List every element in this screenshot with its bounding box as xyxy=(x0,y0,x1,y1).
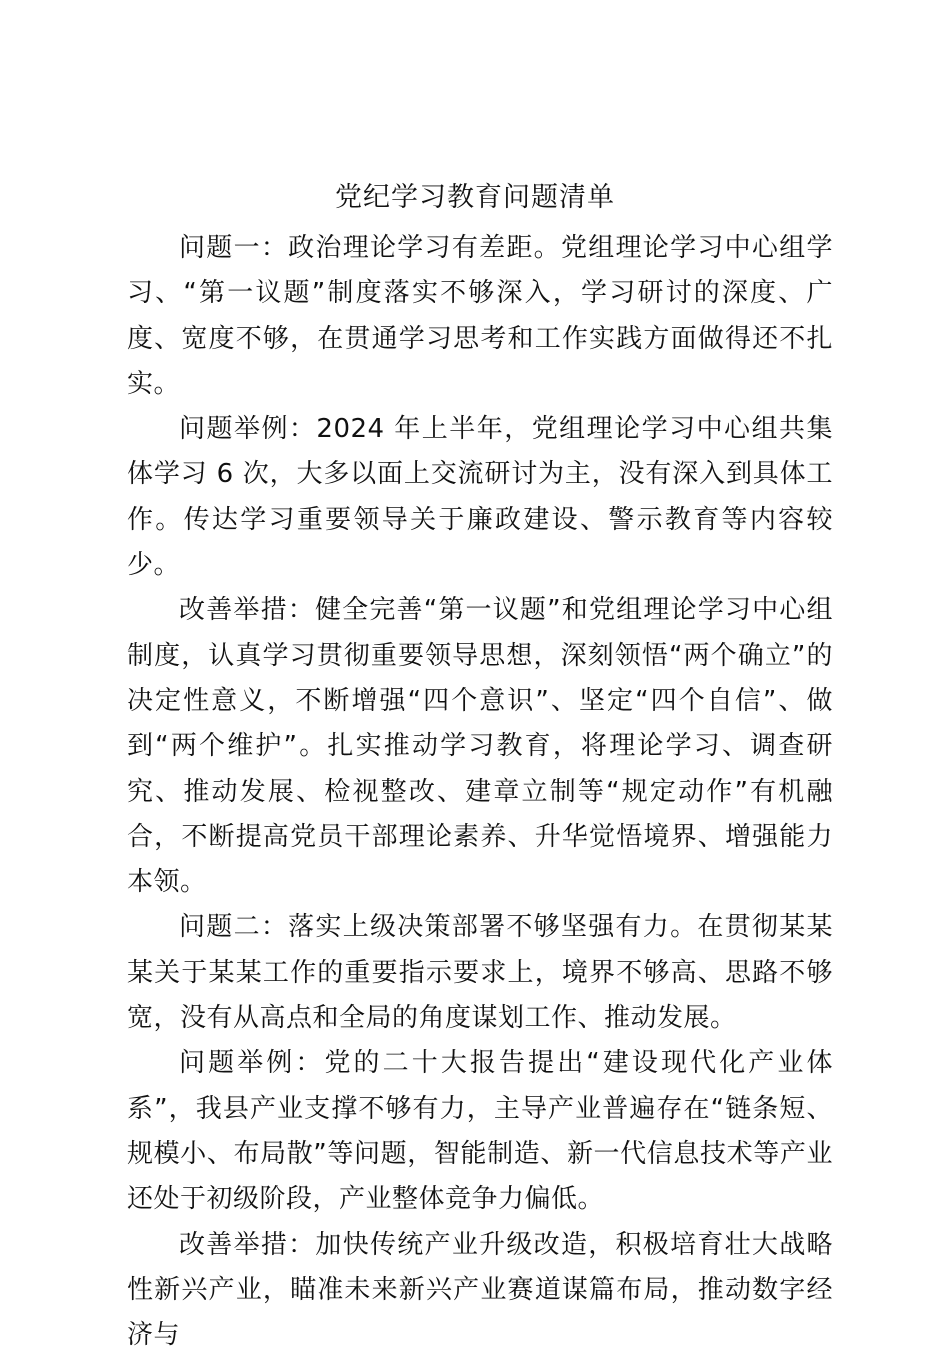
document-title: 党纪学习教育问题清单 xyxy=(335,182,615,213)
paragraph-example-2: 问题举例：党的二十大报告提出“建设现代化产业体系”，我县产业支撑不够有力，主导产业普遍存在“链条短、规模小、布局散”等问题，智能制造、新一代信息技术等产业还处于初级阶段，产业整体竞争力偏低。 xyxy=(127,1048,833,1215)
document-body xyxy=(127,226,833,1358)
paragraph-example-1: 问题举例：2024 年上半年，党组理论学习中心组共集体学习 6 次，大多以面上交流研讨为主，没有深入到具体工作。传达学习重要领导关于廉政建设、警示教育等内容较少。 xyxy=(127,414,833,581)
paragraph-issue-1: 问题一：政治理论学习有差距。党组理论学习中心组学习、“第一议题”制度落实不够深入，学习研讨的深度、广度、宽度不够，在贯通学习思考和工作实践方面做得还不扎实。 xyxy=(127,233,833,399)
paragraph-measures-2: 改善举措：加快传统产业升级改造，积极培育壮大战略性新兴产业，瞄准未来新兴产业赛道谋篇布局，推动数字经济与 xyxy=(127,1229,833,1351)
paragraph-measures-1: 改善举措：健全完善“第一议题”和党组理论学习中心组制度，认真学习贯彻重要领导思想，深刻领悟“两个确立”的决定性意义，不断增强“四个意识”、坚定“四个自信”、做到“两个维护”。扎实推动学习教育，将理论学习、调查研究、推动发展、检视整改、建章立制等“规定动作”有机融合，不断提高党员干部理论素养、升华觉悟境界、增强能力本领。 xyxy=(127,595,833,898)
paragraph-issue-2: 问题二：落实上级决策部署不够坚强有力。在贯彻某某某关于某某工作的重要指示要求上，境界不够高、思路不够宽，没有从高点和全局的角度谋划工作、推动发展。 xyxy=(127,912,833,1034)
